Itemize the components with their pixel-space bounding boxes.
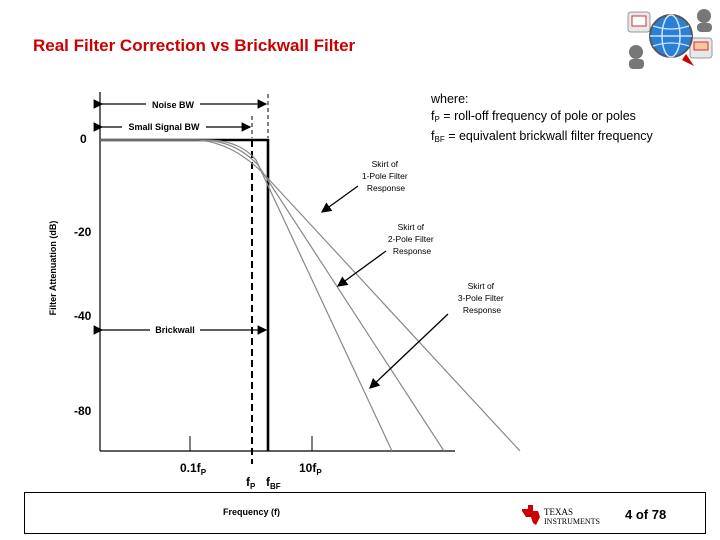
fbf-subscript: BF bbox=[434, 135, 445, 144]
y-tick-minus40: -40 bbox=[74, 309, 92, 323]
skirt3-label: Skirt of 3-Pole Filter Response bbox=[457, 281, 504, 315]
where-heading: where: bbox=[431, 92, 469, 106]
y-axis-label: Filter Attenuation (dB) bbox=[48, 220, 58, 316]
fbf-definition: = equivalent brickwall filter frequency bbox=[444, 129, 653, 143]
x-tick-fbf: $f_{BF}$ bbox=[266, 475, 281, 491]
brickwall-label: Brickwall bbox=[155, 325, 195, 335]
fp-definition: = roll-off frequency of pole or poles bbox=[439, 109, 636, 123]
slide-title: Real Filter Correction vs Brickwall Filter bbox=[33, 36, 356, 55]
ti-line2: INSTRUMENTS bbox=[544, 517, 601, 526]
ti-line1: TEXAS bbox=[544, 507, 573, 517]
x-axis-label: Frequency (f) bbox=[223, 507, 281, 517]
skirt2-label: Skirt of 2-Pole Filter Response bbox=[387, 222, 434, 256]
brickwall-response bbox=[100, 140, 268, 451]
page-number: 4 of 78 bbox=[625, 507, 667, 522]
fp-subscript: P bbox=[434, 115, 440, 124]
y-tick-0: 0 bbox=[80, 132, 87, 146]
y-tick-minus20: -20 bbox=[74, 225, 92, 239]
x-tick-fp: $f_P$ bbox=[246, 475, 256, 491]
skirt1-label: Skirt of 1-Pole Filter Response bbox=[361, 159, 408, 193]
noise-bw-label: Noise BW bbox=[151, 100, 195, 110]
x-tick-tenth-fp: $0.1f_P$ bbox=[180, 461, 207, 477]
skirt-3-pole-curve bbox=[100, 140, 392, 451]
ti-texas-shape-icon bbox=[522, 505, 540, 525]
fbf-symbol: f bbox=[431, 129, 435, 143]
texas-instruments-logo bbox=[520, 503, 616, 527]
x-tick-ten-fp: $10f_P$ bbox=[299, 461, 322, 477]
skirt3-pointer-arrow bbox=[370, 314, 448, 388]
small-signal-bw-label: Small Signal BW bbox=[128, 122, 200, 132]
fp-symbol: f bbox=[431, 109, 435, 123]
skirt1-pointer-arrow bbox=[322, 186, 358, 212]
y-tick-minus80: -80 bbox=[74, 404, 92, 418]
